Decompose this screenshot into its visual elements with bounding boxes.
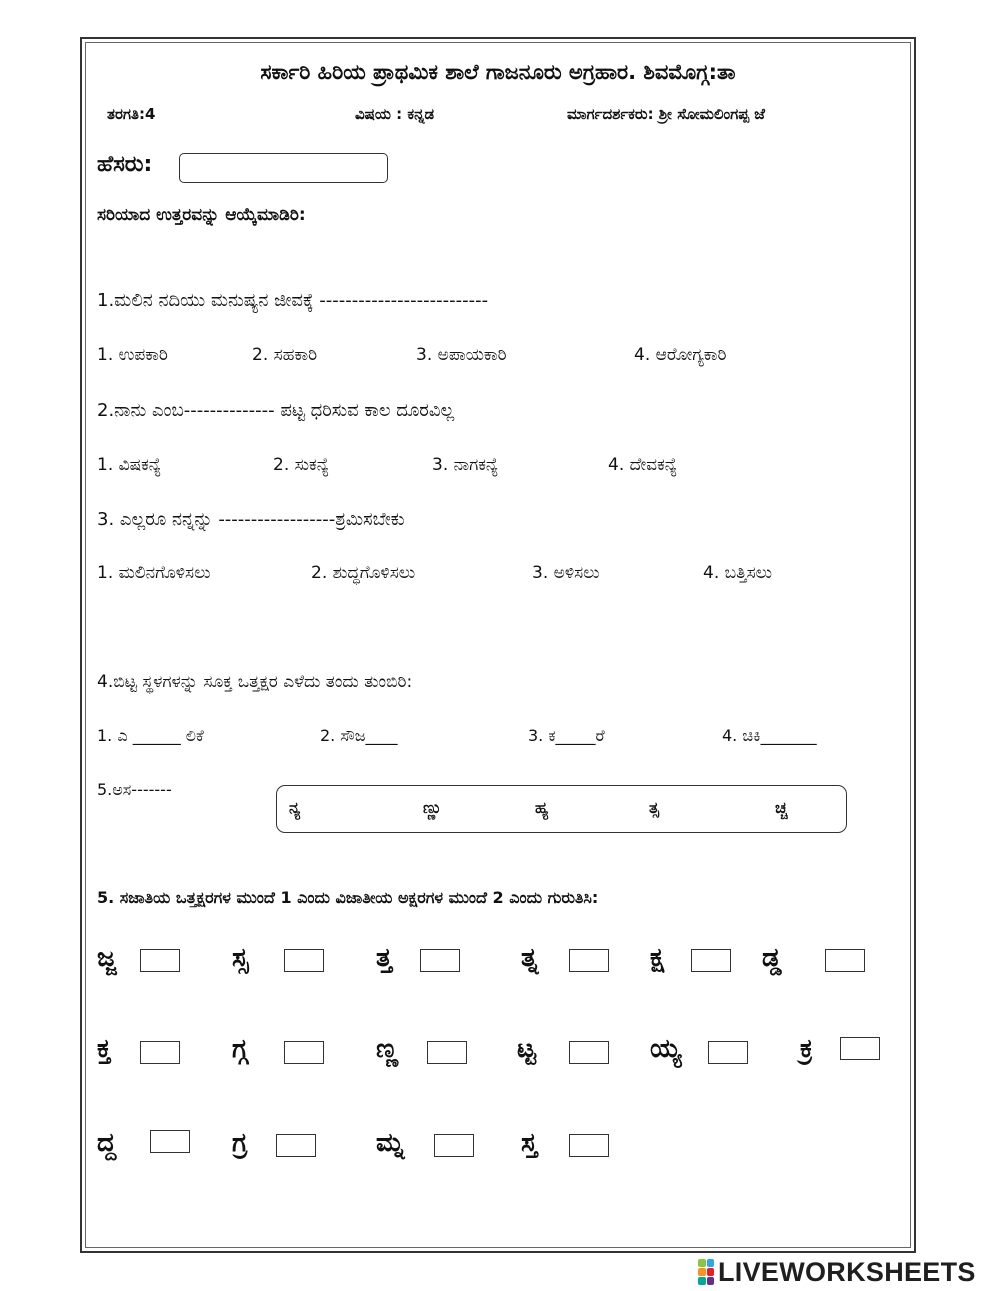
answer-box[interactable] [569,1134,609,1157]
question-1-option-4[interactable]: 4. ಆರೋಗ್ಯಕಾರಿ [634,345,727,365]
answer-box[interactable] [140,949,180,972]
question-5-instruction: 5. ಸಜಾತಿಯ ಒತ್ತಕ್ಷರಗಳ ಮುಂದೆ 1 ಎಂದು ವಿಜಾತೀಯ ಅಕ್ಷರಗಳ ಮುಂದೆ 2 ಎಂದು ಗುರುತಿಸಿ: [97,888,599,907]
conjunct-label: ಕ್ಷ [650,943,665,973]
question-4-item-1[interactable]: 1. ಎ ______ ಲಿಕೆ [97,726,204,745]
conjunct-label: ಸ್ತ [521,1128,538,1158]
question-1-option-3[interactable]: 3. ಅಪಾಯಕಾರಿ [416,345,507,365]
answer-box[interactable] [284,1041,324,1064]
question-3-option-3[interactable]: 3. ಅಳಿಸಲು [532,563,600,583]
word-bank-item[interactable]: ಚ್ಚ [775,798,788,817]
subject-label: ವಿಷಯ : ಕನ್ನಡ [355,105,435,123]
question-4-item-4[interactable]: 4. ಚಿಕಿ_______ [722,726,817,745]
conjunct-label: ಕ್ತ [97,1034,111,1064]
name-label: ಹೆಸರು: [97,152,153,177]
question-2-option-4[interactable]: 4. ದೇವಕನ್ಯೆ [608,455,678,475]
liveworksheets-logo-text: LIVEWORKSHEETS [718,1256,976,1287]
question-1-text: 1.ಮಲಿನ ನದಿಯು ಮನುಷ್ಯನ ಜೀವಕ್ಕೆ -------------------------- [97,290,489,311]
conjunct-label: ಡ್ಡ [762,943,782,973]
answer-box[interactable] [569,1041,609,1064]
question-4-item-2[interactable]: 2. ಸೌಜ____ [320,726,398,745]
question-2-option-2[interactable]: 2. ಸುಕನ್ಯೆ [273,455,330,475]
question-4-item-3[interactable]: 3. ಕ_____ರೆ [528,726,605,745]
answer-box[interactable] [840,1037,880,1060]
answer-box[interactable] [691,949,731,972]
conjunct-label: ಕ್ರ [800,1034,813,1064]
conjunct-label: ಸ್ಸ [232,943,249,973]
answer-box[interactable] [140,1041,180,1064]
word-bank [276,785,847,833]
conjunct-label: ತ್ನ [521,943,539,973]
question-3-option-4[interactable]: 4. ಬತ್ತಿಸಲು [703,563,773,583]
answer-box[interactable] [420,949,460,972]
answer-box[interactable] [276,1134,316,1157]
question-2-option-1[interactable]: 1. ವಿಷಕನ್ಯೆ [97,455,162,475]
conjunct-label: ತ್ತ [376,943,392,973]
question-1-option-1[interactable]: 1. ಉಪಕಾರಿ [97,345,168,365]
question-2-text: 2.ನಾನು ಎಂಬ-------------- ಪಟ್ಟ ಧರಿಸುವ ಕಾಲ ದೂರವಿಲ್ಲ [97,400,455,421]
name-input[interactable] [179,153,388,183]
conjunct-label: ಯ್ಯ [650,1034,682,1064]
grade-label: ತರಗತಿ:4 [107,105,156,123]
word-hint: 5.ಅಸ------- [97,780,172,799]
answer-box[interactable] [434,1134,474,1157]
answer-box[interactable] [427,1041,467,1064]
word-bank-item[interactable]: ನ್ಯ [289,798,301,817]
answer-box[interactable] [284,949,324,972]
school-title: ಸರ್ಕಾರಿ ಹಿರಿಯ ಪ್ರಾಥಮಿಕ ಶಾಲೆ ಗಾಜನೂರು ಅಗ್ರಹಾರ. ಶಿವಮೊಗ್ಗ:ತಾ [260,60,736,84]
question-3-text: 3. ಎಲ್ಲರೂ ನನ್ನನ್ನು ------------------ಶ್ರಮಿಸಬೇಕು [97,509,405,530]
question-4-text: 4.ಬಿಟ್ಟ ಸ್ಥಳಗಳನ್ನು ಸೂಕ್ತ ಒತ್ತಕ್ಷರ ಎಳೆದು ತಂದು ತುಂಬಿರಿ: [97,672,413,692]
conjunct-label: ಮ್ನ [376,1128,405,1158]
word-bank-item[interactable]: ಣ್ಣು [423,798,442,817]
question-2-option-3[interactable]: 3. ನಾಗಕನ್ಯೆ [432,455,499,475]
conjunct-label: ಟ್ಟ [517,1034,536,1064]
question-3-option-2[interactable]: 2. ಶುದ್ಧಗೊಳಿಸಲು [311,563,416,583]
instruction-text: ಸರಿಯಾದ ಉತ್ತರವನ್ನು ಆಯ್ಕೆಮಾಡಿರಿ: [97,205,306,225]
answer-box[interactable] [150,1130,190,1153]
question-3-option-1[interactable]: 1. ಮಲಿನಗೊಳಿಸಲು [97,563,211,583]
conjunct-label: ದ್ದ [97,1128,117,1158]
answer-box[interactable] [825,949,865,972]
liveworksheets-logo [698,1258,976,1286]
answer-box[interactable] [708,1041,748,1064]
conjunct-label: ಣ್ಣ [376,1034,399,1064]
guide-label: ಮಾರ್ಗದರ್ಶಕರು: ಶ್ರೀ ಸೋಮಲಿಂಗಪ್ಪ ಜೆ [567,105,765,123]
word-bank-item[interactable]: ಹ್ಯ [535,798,549,817]
question-1-option-2[interactable]: 2. ಸಹಕಾರಿ [252,345,318,365]
conjunct-label: ಜ್ಜ [97,943,117,973]
liveworksheets-logo-icon [698,1259,714,1285]
word-bank-item[interactable]: ತ್ಸ [649,798,660,817]
conjunct-label: ಗ್ಗ [232,1034,248,1064]
conjunct-label: ಗ್ರ [232,1128,248,1158]
answer-box[interactable] [569,949,609,972]
